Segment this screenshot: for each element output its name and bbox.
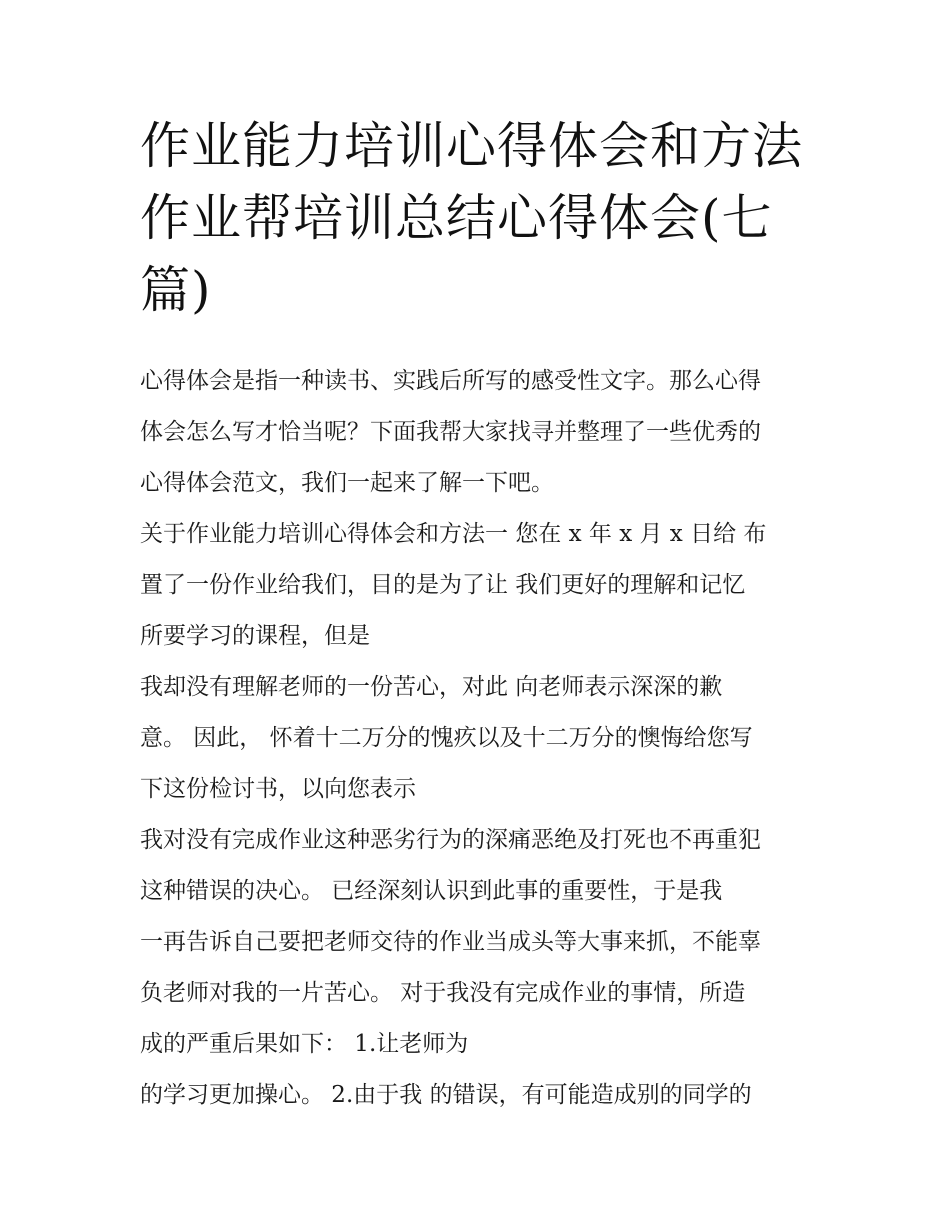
title-line: 作业能力培训心得体会和方法	[140, 117, 803, 175]
body-line: 我对没有完成作业这种恶劣行为的深痛恶绝及打死也不再重犯	[140, 827, 761, 853]
document-body	[140, 356, 820, 1121]
body-line: 体会怎么写才恰当呢？下面我帮大家找寻并整理了一些优秀的	[140, 419, 761, 445]
body-line: 一再告诉自己要把老师交待的作业当成头等大事来抓，不能辜	[140, 929, 761, 955]
body-line: 负老师对我的一片苦心。 对于我没有完成作业的事情，所造	[140, 980, 746, 1006]
body-line: 心得体会范文，我们一起来了解一下吧。	[140, 470, 554, 496]
body-line: 所要学习的课程，但是	[140, 623, 370, 649]
body-line: 我却没有理解老师的一份苦心，对此 向老师表示深深的歉	[140, 674, 723, 700]
body-line: 的学习更加操心。 2.由于我 的错误，有可能造成别的同学的	[140, 1082, 752, 1108]
body-line: 关于作业能力培训心得体会和方法一 您在 x 年 x 月 x 日给 布	[140, 521, 767, 547]
body-line: 这种错误的决心。 已经深刻认识到此事的重要性，于是我	[140, 878, 723, 904]
document-title	[140, 110, 820, 326]
body-line: 心得体会是指一种读书、实践后所写的感受性文字。那么心得	[140, 368, 761, 394]
body-line: 意。 因此， 怀着十二万分的愧疚以及十二万分的懊悔给您写	[140, 725, 753, 751]
body-line: 下这份检讨书，以向您表示	[140, 776, 416, 802]
body-line: 置了一份作业给我们，目的是为了让 我们更好的理解和记忆	[140, 572, 746, 598]
body-line: 成的严重后果如下： 1.让老师为	[140, 1031, 469, 1057]
title-line: 作业帮培训总结心得体会(七	[140, 189, 773, 247]
title-line: 篇)	[140, 261, 212, 319]
